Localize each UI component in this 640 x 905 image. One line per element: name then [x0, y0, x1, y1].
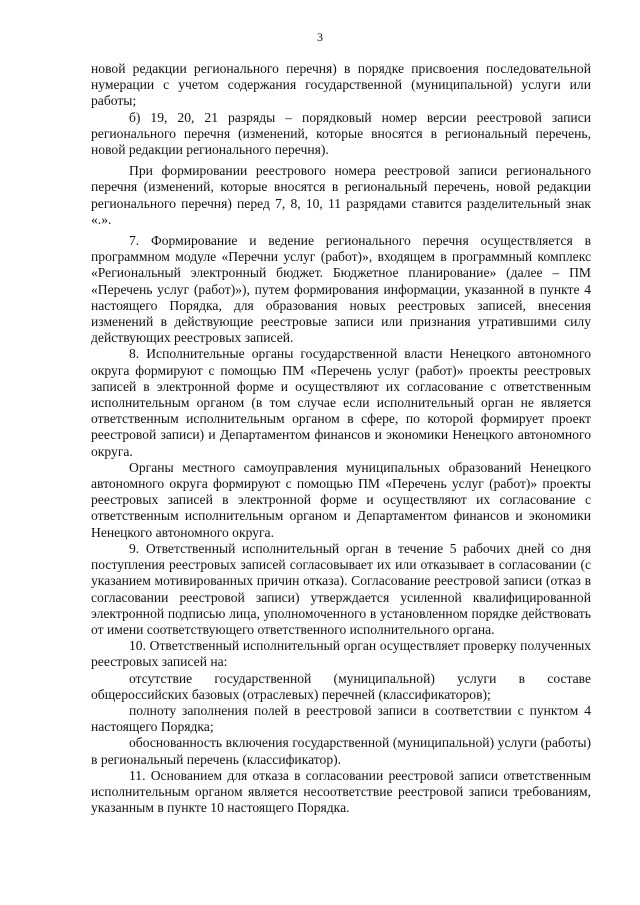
paragraph-continuation: новой редакции регионального перечня) в порядке присвоения последовательной нумерации с учетом содержания государственной (муниципальной) услуги или работы;: [91, 61, 591, 109]
paragraph-local-authorities: Органы местного самоуправления муниципальных образований Ненецкого автономного округа формируют с помощью ПМ «Перечень услуг (работ)» проекты реестровых записей в электронной форме и осуществляют их согласование с ответственным исполнительным органом и Департаментом финансов и экономики Ненецкого автономного округа.: [91, 459, 591, 540]
paragraph-clause-8: 8. Исполнительные органы государственной власти Ненецкого автономного округа формируют с помощью ПМ «Перечень услуг (работ)» проекты реестровых записей в электронной форме и осуществляют их согласование с ответственным исполнительным органом (в том случае если исполнительный орган не является ответственным исполнительным органом в сфере, по которой формирует проект реестровой записи) и Департаментом финансов и экономики Ненецкого автономного округа.: [91, 346, 591, 459]
page-number: 3: [317, 30, 323, 44]
paragraph-clause-10: 10. Ответственный исполнительный орган осуществляет проверку полученных реестровых записей на:: [91, 638, 591, 670]
paragraph-clause-9: 9. Ответственный исполнительный орган в течение 5 рабочих дней со дня поступления реестровых записей согласовывает их или отказывает в согласовании (с указанием мотивированных причин отказа). Согласование реестровой записи (отказ в согласовании реестровой записи) утверждается усиленной квалифицированной электронной подписью лица, уполномоченного в установленном порядке действовать от имени соответствующего ответственного исполнительного органа.: [91, 540, 591, 637]
paragraph-check-completeness: полноту заполнения полей в реестровой записи в соответствии с пунктом 4 настоящего Порядка;: [91, 702, 591, 735]
paragraph-clause-11: 11. Основанием для отказа в согласовании реестровой записи ответственным исполнительным органом является несоответствие реестровой записи требованиям, указанным в пункте 10 настоящего Порядка.: [91, 767, 591, 816]
document-body: [91, 61, 591, 816]
paragraph-check-absence: отсутствие государственной (муниципальной) услуги в составе общероссийских базовых (отраслевых) перечней (классификаторов);: [91, 670, 591, 702]
paragraph-digits-19-21: б) 19, 20, 21 разряды – порядковый номер версии реестровой записи регионального перечня (изменений, которые вносятся в региональный перечень, новой редакции регионального перечня).: [91, 109, 591, 158]
paragraph-separator-rule: При формировании реестрового номера реестровой записи регионального перечня (изменений, которые вносятся в региональный перечень, новой редакции регионального перечня) перед 7, 8, 10, 11 разрядами ставится разделительный знак «.».: [91, 163, 591, 227]
paragraph-clause-7: 7. Формирование и ведение регионального перечня осуществляется в программном модуле «Перечни услуг (работ)», входящем в программный комплекс «Региональный электронный бюджет. Бюджетное планирование» (далее – ПМ «Перечень услуг (работ)»), путем формирования информации, указанной в пункте 4 настоящего Порядка, для образования новых реестровых записей, внесения изменений в действующие реестровые записи или признания утратившими силу действующих реестровых записей.: [91, 233, 591, 346]
paragraph-check-justification: обоснованность включения государственной (муниципальной) услуги (работы) в региональный перечень (классификатор).: [91, 735, 591, 767]
